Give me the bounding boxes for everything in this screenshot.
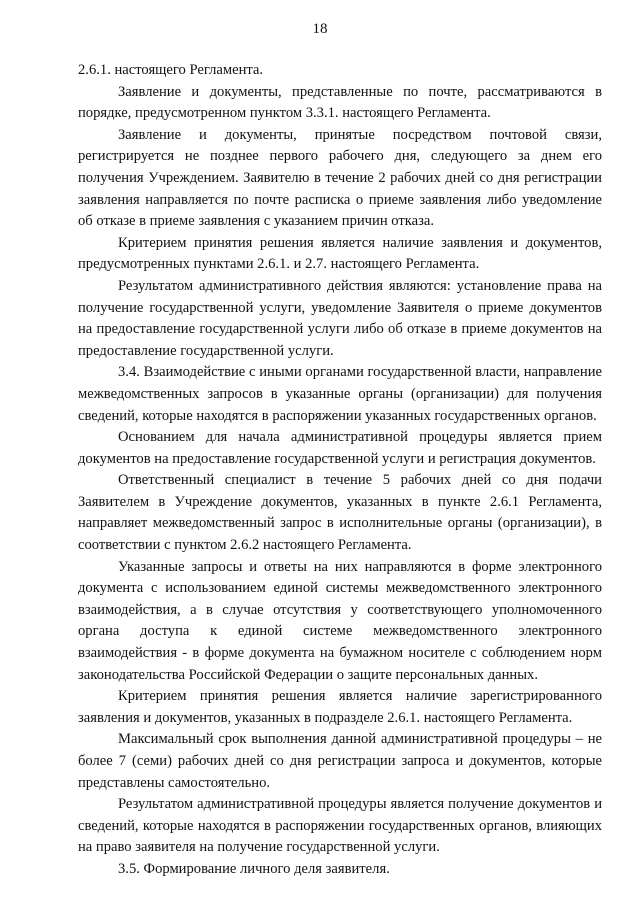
paragraph: Критерием принятия решения является наличие зарегистрированного заявления и документов, указанных в подразделе 2.6.1. настоящего Регламента. xyxy=(78,688,602,726)
paragraph: Заявление и документы, принятые посредством почтовой связи, регистрируется не позднее первого рабочего дня, следующего за днем его получения Учреждением. Заявителю в течение 2 рабочих дней со дня регистрации заявления направляется по почте расписка о приеме заявления либо уведомление об отказе в приеме заявления с указанием причин отказа. xyxy=(78,126,602,230)
paragraph: Указанные запросы и ответы на них направляются в форме электронного документа с использованием единой системы межведомственного электронного взаимодействия, а в случае отсутствия у соответствующего уполномоченного органа доступа к единой системе межведомственного электронного взаимодействия - в форме документа на бумажном носителе с соблюдением норм законодательства Российской Федерации о защите персональных данных. xyxy=(78,558,602,683)
paragraph: Ответственный специалист в течение 5 рабочих дней со дня подачи Заявителем в Учреждение документов, указанных в пункте 2.6.1 Регламента, направляет межведомственный запрос в исполнительные органы (организации), в соответствии с пунктом 2.6.2 настоящего Регламента. xyxy=(78,472,602,554)
paragraph: Основанием для начала административной процедуры является прием документов на предоставление государственной услуги и регистрация документов. xyxy=(78,429,602,467)
paragraph: Максимальный срок выполнения данной административной процедуры – не более 7 (семи) рабочих дней со дня регистрации запроса и документов, которые представлены самостоятельно. xyxy=(78,731,602,791)
section-heading-3-5: 3.5. Формирование личного деля заявителя. xyxy=(118,860,390,877)
paragraph: Результатом административного действия являются: установление права на получение государственной услуги, уведомление Заявителя о приеме документов на предоставление государственной услуги либо об отказе в приеме документов на предоставление государственной услуги. xyxy=(78,277,602,359)
section-heading-3-4: 3.4. Взаимодействие с иными органами государственной власти, направление межведомственных запросов в указанные органы (организации) для получения сведений, которые находятся в распоряжении указанных государственных органов. xyxy=(78,364,602,424)
paragraph: Результатом административной процедуры является получение документов и сведений, которые находятся в распоряжении государственных органов, влияющих на право заявителя на получение государственной услуги. xyxy=(78,796,602,856)
paragraph: Заявление и документы, представленные по почте, рассматриваются в порядке, предусмотренном пунктом 3.3.1. настоящего Регламента. xyxy=(78,83,602,122)
page-number: 18 xyxy=(312,21,328,37)
paragraph: Критерием принятия решения является наличие заявления и документов, предусмотренных пунктами 2.6.1. и 2.7. настоящего Регламента. xyxy=(78,234,602,273)
paragraph-continuation: 2.6.1. настоящего Регламента. xyxy=(78,62,264,78)
body-text xyxy=(78,60,602,881)
